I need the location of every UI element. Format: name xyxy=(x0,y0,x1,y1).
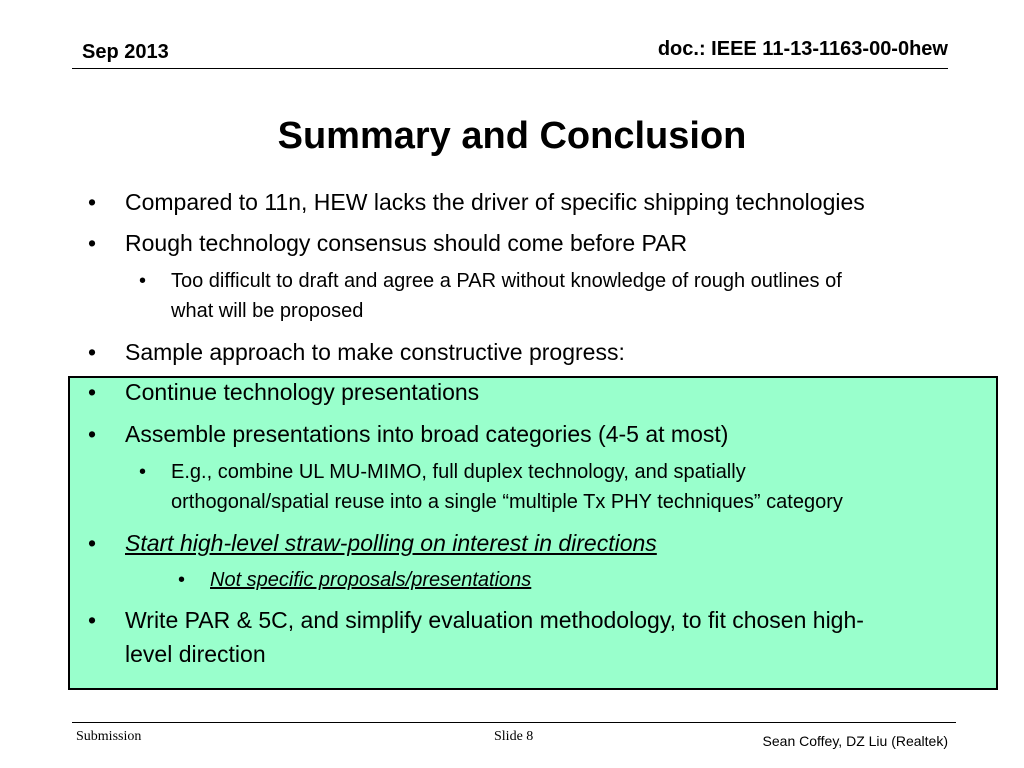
bullet-item xyxy=(88,226,688,260)
bullet-dot: • xyxy=(88,379,97,405)
slide-title: Summary and Conclusion xyxy=(277,115,747,157)
bullet-dot: • xyxy=(139,270,147,292)
bullet-item xyxy=(88,185,865,219)
bullet-dot: • xyxy=(88,230,97,256)
sub-bullet-text-line: Too difficult to draft and agree a PAR without knowledge of rough outlines of xyxy=(171,270,842,292)
header-divider xyxy=(72,68,948,69)
header-doc-id: doc.: IEEE 11-13-1163-00-0hew xyxy=(657,38,948,60)
footer-authors: Sean Coffey, DZ Liu (Realtek) xyxy=(762,733,948,749)
bullet-text: Assemble presentations into broad categories (4-5 at most) xyxy=(125,421,729,447)
highlight-bullet-item xyxy=(88,526,657,560)
sub-bullet-text: Not specific proposals/presentations xyxy=(210,569,532,591)
bullet-item xyxy=(88,335,625,369)
bullet-dot: • xyxy=(88,421,97,447)
bullet-dot: • xyxy=(178,569,186,591)
footer-submission: Submission xyxy=(76,729,142,744)
bullet-dot: • xyxy=(88,339,97,365)
bullet-dot: • xyxy=(139,461,147,483)
highlight-bullet-item xyxy=(88,375,480,409)
footer-slide-number: Slide 8 xyxy=(494,729,534,744)
footer-divider xyxy=(72,722,956,723)
bullet-text: Sample approach to make constructive progress: xyxy=(125,339,625,365)
bullet-text: Continue technology presentations xyxy=(125,379,480,405)
highlight-sub-bullet-item xyxy=(139,457,843,517)
bullet-text: Compared to 11n, HEW lacks the driver of specific shipping technologies xyxy=(125,189,865,215)
bullet-text: Rough technology consensus should come before PAR xyxy=(125,230,688,256)
sub-bullet-item xyxy=(139,266,842,326)
header-date: Sep 2013 xyxy=(82,41,169,63)
highlight-bullet-item xyxy=(88,603,864,671)
highlight-bullet-item xyxy=(88,417,729,451)
bullet-dot: • xyxy=(88,189,97,215)
highlight-sub-bullet-item xyxy=(178,565,532,595)
bullet-text-line: Write PAR & 5C, and simplify evaluation methodology, to fit chosen high- xyxy=(125,607,864,633)
bullet-text: Start high-level straw-polling on interest in directions xyxy=(125,530,657,556)
bullet-text-line: level direction xyxy=(125,641,266,667)
bullet-dot: • xyxy=(88,530,97,556)
sub-bullet-text-line: orthogonal/spatial reuse into a single “multiple Tx PHY techniques” category xyxy=(171,491,843,513)
sub-bullet-text-line: E.g., combine UL MU-MIMO, full duplex technology, and spatially xyxy=(171,461,746,483)
bullet-dot: • xyxy=(88,607,97,633)
sub-bullet-text-line: what will be proposed xyxy=(171,300,364,322)
